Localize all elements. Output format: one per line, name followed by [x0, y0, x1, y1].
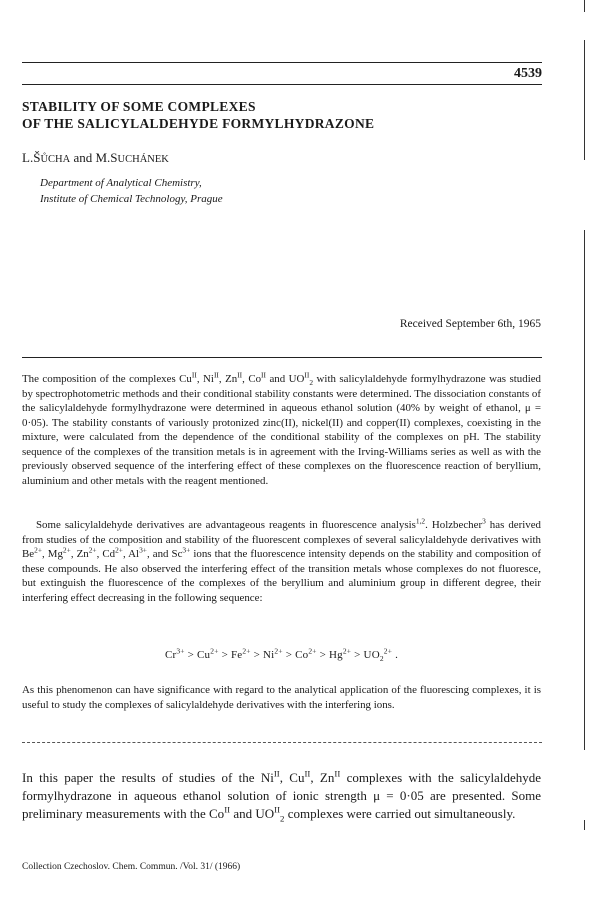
journal-footer: Collection Czechoslov. Chem. Commun. /Vol. 31/ (1966) [22, 862, 241, 872]
title-line-1: STABILITY OF SOME COMPLEXES [22, 99, 256, 114]
page-edge-line [584, 230, 585, 750]
header-rule [22, 62, 542, 63]
body-paragraph-2: As this phenomenon can have significance with regard to the analytical application of the fluorescing complexes, it is useful to study the complexes of salicylaldehyde derivatives with the interfering ions. [22, 684, 541, 711]
affiliation-institute: Institute of Chemical Technology, Prague [40, 193, 223, 205]
page-edge-line [584, 0, 585, 12]
affiliation [40, 175, 223, 207]
received-date: Received September 6th, 1965 [399, 318, 541, 330]
page-edge-line [584, 40, 585, 160]
article-title [22, 98, 374, 132]
title-line-2: OF THE SALICYLALDEHYDE FORMYLHYDRAZONE [22, 116, 375, 131]
abstract-rule-bottom [22, 742, 542, 743]
page-number: 4539 [514, 66, 542, 81]
interference-sequence: $Cr^{3+} > Cu^{2+} > Fe^{2+} > Ni^{2+} > Co^{2+} > Hg^{2+} > UO_2^{2+}$ . [164, 646, 399, 664]
page-edge-line [584, 820, 585, 830]
authors: L.ŠŮCHA and M.SUCHÁNEK [22, 150, 169, 165]
abstract-rule-top [22, 357, 542, 358]
affiliation-department: Department of Analytical Chemistry, [40, 177, 202, 189]
abstract: The composition of the complexes $Cu^{II}$, $Ni^{II}$, $Zn^{II}$, $Co^{II}$ and $UO^{II}_2$ with salicylaldehyde formylhydrazone was studied by spectrophotometric methods and their conditional stability constants were determined. The dissociation constants of the salicylaldehyde formylhydrazone were determined in aqueous ethanol solution (40% by weight of ethanol, μ = 0·05). The stability constants of variously protonized zinc(II), nickel(II) and copper(II) complexes, coexisting in the mixture, were calculated from the dependence of the conditional stability of the complexes on pH. The stability sequence of the complexes of the transition metals is in agreement with the Irving-Williams series as well as with the previously observed sequence of the interfering effect of these complexes on the fluorescence reaction of beryllium, aluminium and other metals with the reagent mentioned. [22, 370, 541, 487]
intro-paragraph: In this paper the results of studies of the $Ni^{II}$, $Cu^{II}$, $Zn^{II}$ complexes with the salicylaldehyde formylhydrazone in aqueous ethanol solution of ionic strength μ = 0·05 are presented. Some preliminary measurements with the $Co^{II}$ and $UO^{II}_2$ complexes were carried out simultaneously. [22, 768, 541, 824]
header-rule-lower [22, 84, 542, 85]
body-paragraph-1: Some salicylaldehyde derivatives are advantageous reagents in fluorescence analysis$^{1,2}$. Holzbecher$^3$ has derived from studies of the composition and stability of the fluorescent complexes of several salicylaldehyde derivatives with $Be^{2+}$, $Mg^{2+}$, $Zn^{2+}$, $Cd^{2+}$, $Al^{3+}$, and $Sc^{3+}$ ions that the fluorescence intensity depends on the stability and composition of these compounds. He also observed the interfering effect of the transition metals whose complexes do not fluoresce, but extinguish the fluorescence of the complexes of the beryllium and aluminium group in different degree, their interfering effect decreasing in the following sequence: [22, 516, 541, 604]
